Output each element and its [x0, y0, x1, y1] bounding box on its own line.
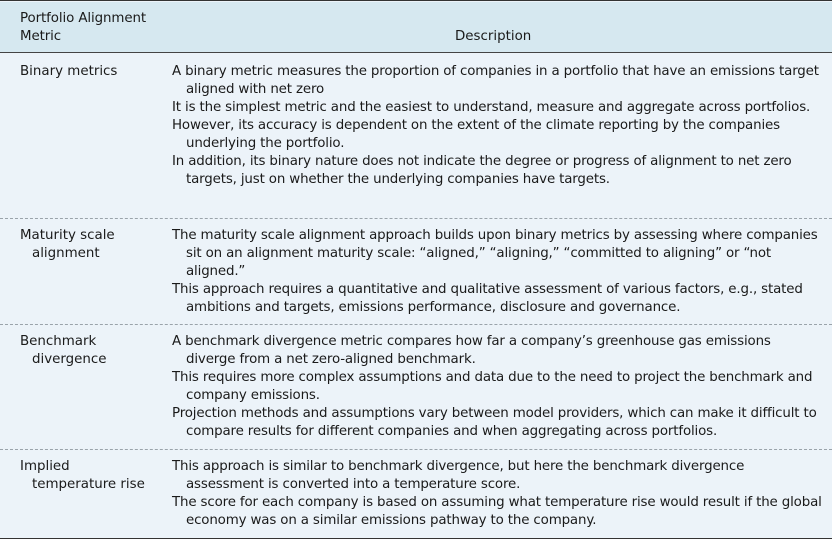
- metric-name: [20, 458, 160, 494]
- description-paragraph: This approach is similar to benchmark divergence, but here the benchmark divergence assessment is converted into a temperature score.: [172, 459, 745, 492]
- metric-name-line1: Benchmark: [20, 334, 97, 349]
- metric-name: [20, 63, 160, 81]
- description-paragraph: The score for each company is based on assuming what temperature rise would result if the global economy was on a similar emissions pathway to the company.: [172, 495, 822, 528]
- table-row-binary-metrics: [0, 63, 832, 215]
- metric-name-line1: Maturity scale: [20, 228, 115, 243]
- table-row-benchmark-divergence: [0, 333, 832, 445]
- row-separator: [0, 218, 832, 219]
- description-paragraph: The maturity scale alignment approach builds upon binary metrics by assessing where companies sit on an alignment maturity scale: “aligned,” “aligning,” “committed to aligning” or “not aligned.”: [172, 228, 818, 279]
- description-paragraph: A benchmark divergence metric compares how far a company’s greenhouse gas emissions diverge from a net zero-aligned benchmark.: [172, 334, 771, 367]
- description-paragraph: In addition, its binary nature does not indicate the degree or progress of alignment to net zero targets, just on whether the underlying companies have targets.: [172, 154, 792, 187]
- metric-name: [20, 227, 160, 263]
- header-metric: Portfolio Alignment Metric: [20, 11, 147, 44]
- description-paragraph: A binary metric measures the proportion of companies in a portfolio that have an emissions target aligned with net zero: [172, 64, 819, 97]
- metric-name-line1: Binary metrics: [20, 64, 118, 79]
- description-paragraph: This approach requires a quantitative and qualitative assessment of various factors, e.g., stated ambitions and targets, emissions performance, disclosure and governance.: [172, 282, 803, 315]
- metric-name: [20, 333, 160, 369]
- description-paragraph: Projection methods and assumptions vary between model providers, which can make it difficult to compare results for different companies and when aggregating across portfolios.: [172, 406, 817, 439]
- header-description: Description: [455, 29, 532, 44]
- description-paragraph: However, its accuracy is dependent on the extent of the climate reporting by the companies underlying the portfolio.: [172, 118, 780, 151]
- metric-name-line2: divergence: [32, 352, 107, 367]
- table-row-maturity-scale: [0, 227, 832, 323]
- description-paragraph: It is the simplest metric and the easiest to understand, measure and aggregate across portfolios.: [172, 100, 811, 115]
- table-row-implied-temperature-rise: [0, 458, 832, 534]
- description-paragraph: This requires more complex assumptions and data due to the need to project the benchmark and company emissions.: [172, 370, 813, 403]
- table-header: [0, 2, 832, 53]
- metric-name-line2: temperature rise: [32, 477, 145, 492]
- row-separator: [0, 449, 832, 450]
- metric-description: [172, 227, 822, 317]
- metric-description: [172, 333, 822, 441]
- metric-name-line1: Implied: [20, 459, 70, 474]
- metric-description: [172, 458, 822, 530]
- metric-description: [172, 63, 822, 189]
- metric-name-line2: alignment: [32, 246, 100, 261]
- row-separator: [0, 324, 832, 325]
